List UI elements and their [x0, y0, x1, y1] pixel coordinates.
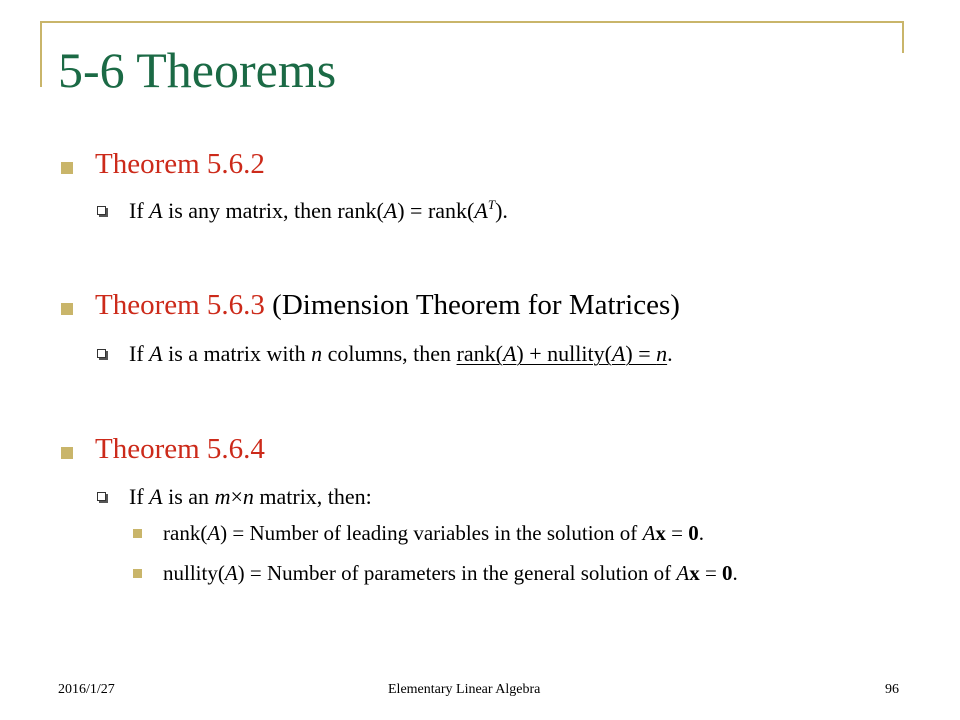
- theorem-564-statement: If A is an m×n matrix, then:: [129, 484, 372, 509]
- square-bullet-icon: [61, 162, 73, 174]
- theorem-564-heading: Theorem 5.6.4: [95, 433, 265, 465]
- theorem-563-heading: Theorem 5.6.3 (Dimension Theorem for Matrices): [95, 289, 680, 321]
- theorem-562-heading: Theorem 5.6.2: [95, 148, 265, 180]
- square-bullet-icon: [61, 447, 73, 459]
- slide-title: 5-6 Theorems: [58, 42, 337, 98]
- footer-course: Elementary Linear Algebra: [388, 682, 541, 697]
- square-bullet-icon: [61, 303, 73, 315]
- footer-page-number: 96: [885, 682, 899, 697]
- theorem-562-statement: If A is any matrix, then rank(A) = $rank(A^T)$.: [129, 197, 508, 223]
- footer-date: 2016/1/27: [58, 682, 115, 697]
- hollow-square-bullet-icon: [97, 206, 106, 215]
- hollow-square-bullet-icon: [97, 349, 106, 358]
- hollow-square-bullet-icon: [97, 492, 106, 501]
- frame-right-line: [902, 21, 904, 53]
- square-bullet-icon: [133, 529, 142, 538]
- frame-left-line: [40, 21, 42, 87]
- theorem-563-statement: If A is a matrix with n columns, then rank(A) + nullity(A) = n.: [129, 341, 673, 366]
- frame-top-line: [40, 21, 904, 23]
- rank-bullet: rank(A) = Number of leading variables in the solution of Ax = 0.: [163, 521, 704, 545]
- square-bullet-icon: [133, 569, 142, 578]
- nullity-bullet: nullity(A) = Number of parameters in the general solution of Ax = 0.: [163, 561, 738, 585]
